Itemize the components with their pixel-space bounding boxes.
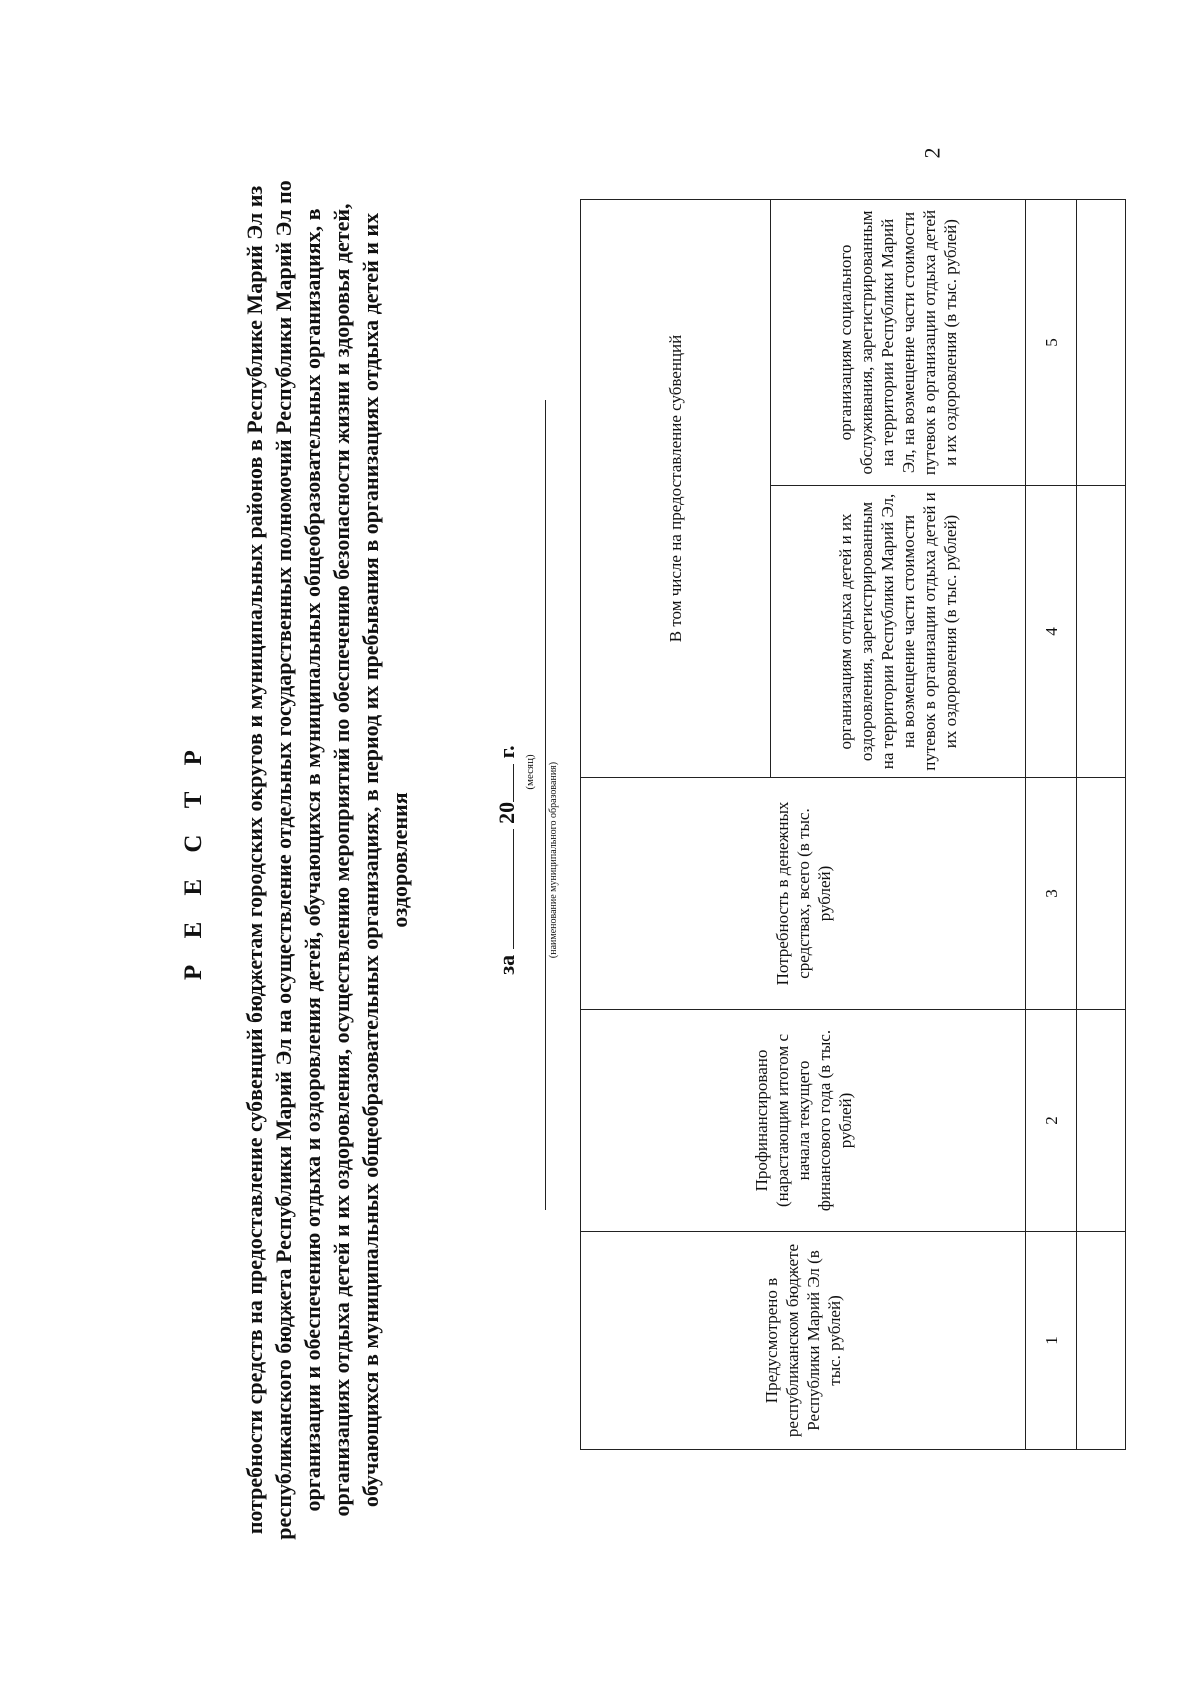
year-blank: [493, 764, 514, 802]
registry-document: [150, 70, 1150, 1650]
period-year-prefix: 20: [494, 801, 519, 824]
column-number: 5: [1026, 200, 1077, 486]
column-header-planned: Предусмотрено в республиканском бюджете Республики Марий Эл (в тыс. рублей): [581, 1232, 1026, 1450]
registry-table: [580, 199, 1126, 1450]
column-header-need: Потребность в денежных средствах, всего (в тыс. рублей): [581, 778, 1026, 1010]
month-blank: [493, 829, 514, 949]
column-header-recreation-orgs: организациям отдыха детей и их оздоровления, зарегистрированным на территории Республики Марий Эл, на возмещение части стоимости путевок в организации отдыха детей и их оздоровления (в тыс. рублей): [771, 486, 1026, 778]
period-prefix: за: [494, 954, 519, 975]
column-number-row: [1026, 200, 1077, 1450]
page-number: 2: [919, 147, 945, 159]
table-cell: [1077, 200, 1126, 486]
document-subtitle: потребности средств на предоставление субвенций бюджетам городских округов и муниципальных районов в Республике Марий Эл из республиканского бюджета Республики Марий Эл на осуществление отдельных государственных полномочий Республики Марий Эл по организации и обеспечению отдыха и оздоровления детей, обучающихся в муниципальных общеобразовательных организациях, в организациях отдыха детей и их оздоровления, осуществлению мероприятий по обеспечению безопасности жизни и здоровья детей, обучающихся в муниципальных общеобразовательных организациях, в период их пребывания в организациях отдыха детей и их оздоровления: [242, 180, 412, 1540]
month-caption: (месяц): [524, 754, 536, 790]
column-number: 4: [1026, 486, 1077, 778]
column-header-financed: Профинансировано (нарастающим итогом с начала текущего финансового года (в тыс. рублей): [581, 1010, 1026, 1232]
column-number: 1: [1026, 1232, 1077, 1450]
column-header-social-orgs: организациям социального обслуживания, зарегистрированным на территории Республики Марий Эл, на возмещение части стоимости путевок в организации отдыха детей и их оздоровления (в тыс. рублей): [771, 200, 1026, 486]
table-cell: [1077, 1232, 1126, 1450]
table-cell: [1077, 1010, 1126, 1232]
table-cell: [1077, 486, 1126, 778]
document-title: Р Е Е С Т Р: [180, 740, 207, 980]
table-cell: [1077, 778, 1126, 1010]
municipality-line: [545, 400, 546, 1210]
municipality-caption: (наименование муниципального образования): [548, 761, 559, 959]
table-row: [1077, 200, 1126, 1450]
group-header-subventions: В том числе на предоставление субвенций: [581, 200, 771, 778]
period-suffix: г.: [494, 745, 519, 759]
table-header-row: [581, 200, 771, 1450]
reporting-period: [493, 70, 520, 1650]
column-number: 2: [1026, 1010, 1077, 1232]
column-number: 3: [1026, 778, 1077, 1010]
